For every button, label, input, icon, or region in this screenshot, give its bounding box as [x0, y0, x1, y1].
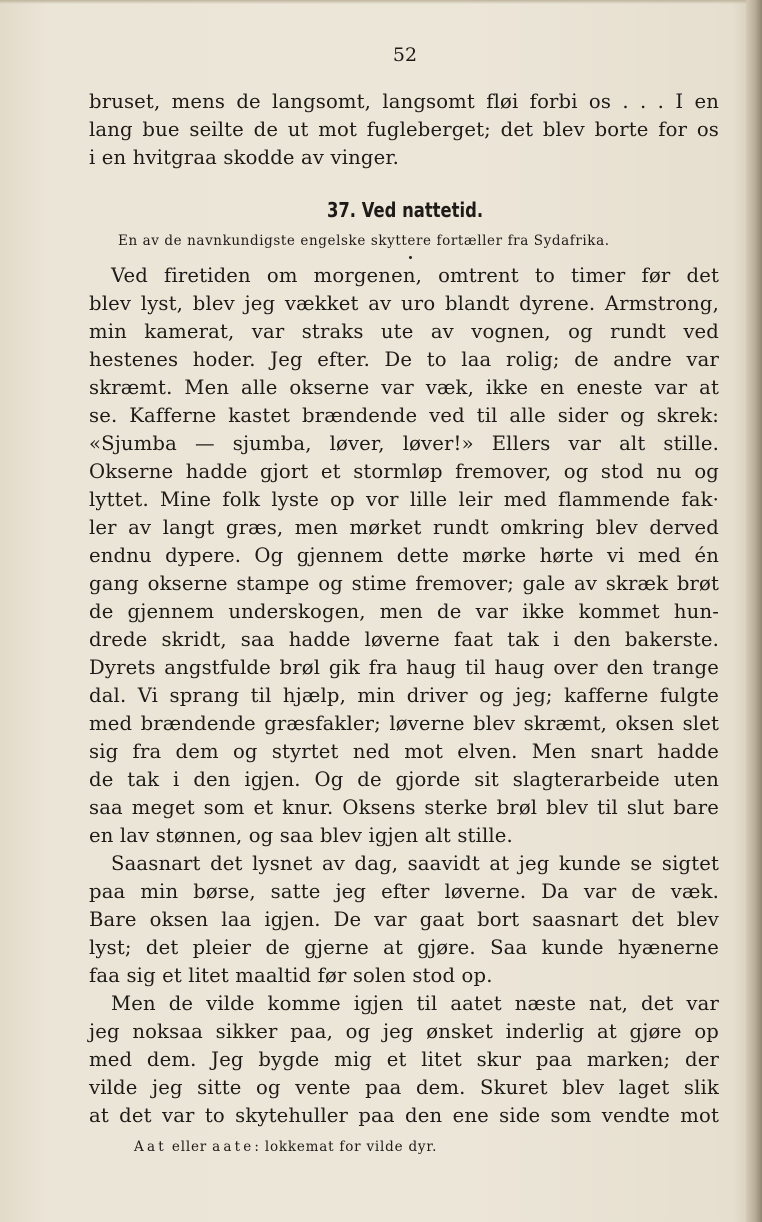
footnote-term: Aat	[134, 1139, 167, 1155]
text-line: gang okserne stampe og stime fremover; gale av skræk brøt	[89, 572, 719, 595]
footnote-definition: : lokkemat for vilde dyr.	[254, 1139, 438, 1155]
text-line: at det var to skytehuller paa den ene side som vendte mot	[89, 1104, 719, 1127]
text-line: ler av langt græs, men mørket rundt omkring blev derved	[89, 516, 719, 539]
text-line: med brændende græsfakler; løverne blev skræmt, oksen slet	[89, 712, 719, 735]
text-line: faa sig et litet maaltid før solen stod op.	[89, 964, 493, 987]
text-line: Ved firetiden om morgenen, omtrent to timer før det	[111, 264, 719, 287]
text-line: endnu dypere. Og gjennem dette mørke hørte vi med én	[89, 544, 719, 567]
text-line: lang bue seilte de ut mot fugleberget; det blev borte for os	[89, 118, 719, 141]
text-line: Saasnart det lysnet av dag, saavidt at jeg kunde se sigtet	[111, 852, 719, 875]
text-line: vilde jeg sitte og vente paa dem. Skuret blev laget slik	[89, 1076, 719, 1099]
text-line: Bare oksen laa igjen. De var gaat bort saasnart det blev	[89, 908, 719, 931]
text-line: en lav stønnen, og saa blev igjen alt stille.	[89, 824, 513, 847]
text-line: «Sjumba — sjumba, løver, løver!» Ellers var alt stille.	[89, 432, 719, 455]
page-top-shadow	[0, 0, 762, 4]
text-line: jeg noksaa sikker paa, og jeg ønsket inderlig at gjøre op	[89, 1020, 719, 1043]
text-line: blev lyst, blev jeg vækket av uro blandt dyrene. Armstrong,	[89, 292, 719, 315]
text-line: Men de vilde komme igjen til aatet næste nat, det var	[111, 992, 719, 1015]
text-line: min kamerat, var straks ute av vognen, og rundt ved	[89, 320, 719, 343]
text-line: Okserne hadde gjort et stormløp fremover, og stod nu og	[89, 460, 719, 483]
text-line: sig fra dem og styrtet ned mot elven. Men snart hadde	[89, 740, 719, 763]
text-line: bruset, mens de langsomt, langsomt fløi forbi os . . . I en	[89, 90, 719, 113]
section-subtitle: En av de navnkundigste engelske skyttere fortæller fra Sydafrika.	[118, 233, 610, 249]
text-line: med dem. Jeg bygde mig et litet skur paa marken; der	[89, 1048, 719, 1071]
footnote	[134, 1139, 437, 1155]
text-line: skræmt. Men alle okserne var væk, ikke en eneste var at	[89, 376, 719, 399]
text-line: saa meget som et knur. Oksens sterke brøl blev til slut bare	[89, 796, 719, 819]
page-binding-edge	[746, 0, 762, 1222]
text-line: paa min børse, satte jeg efter løverne. Da var de væk.	[89, 880, 719, 903]
body-text	[89, 262, 719, 1130]
text-line: i en hvitgraa skodde av vinger.	[89, 146, 400, 169]
footnote-term: aate	[212, 1139, 255, 1155]
print-speck	[409, 256, 412, 259]
text-line: drede skridt, saa hadde løverne faat tak i den bakerste.	[89, 628, 719, 651]
text-line: lyttet. Mine folk lyste op vor lille leir med flammende fak·	[89, 488, 719, 511]
intro-paragraph	[89, 88, 719, 172]
text-line: dal. Vi sprang til hjælp, min driver og jeg; kafferne fulgte	[89, 684, 719, 707]
text-line: de gjennem underskogen, men de var ikke kommet hun-	[89, 600, 719, 623]
text-line: de tak i den igjen. Og de gjorde sit slagterarbeide uten	[89, 768, 719, 791]
section-heading: 37. Ved nattetid.	[326, 198, 484, 222]
page-number: 52	[392, 44, 418, 66]
text-line: Dyrets angstfulde brøl gik fra haug til haug over den trange	[89, 656, 719, 679]
text-line: hestenes hoder. Jeg efter. De to laa rolig; de andre var	[89, 348, 719, 371]
text-line: lyst; det pleier de gjerne at gjøre. Saa kunde hyænerne	[89, 936, 719, 959]
footnote-connector: eller	[166, 1139, 213, 1155]
text-line: se. Kafferne kastet brændende ved til alle sider og skrek:	[89, 404, 719, 427]
